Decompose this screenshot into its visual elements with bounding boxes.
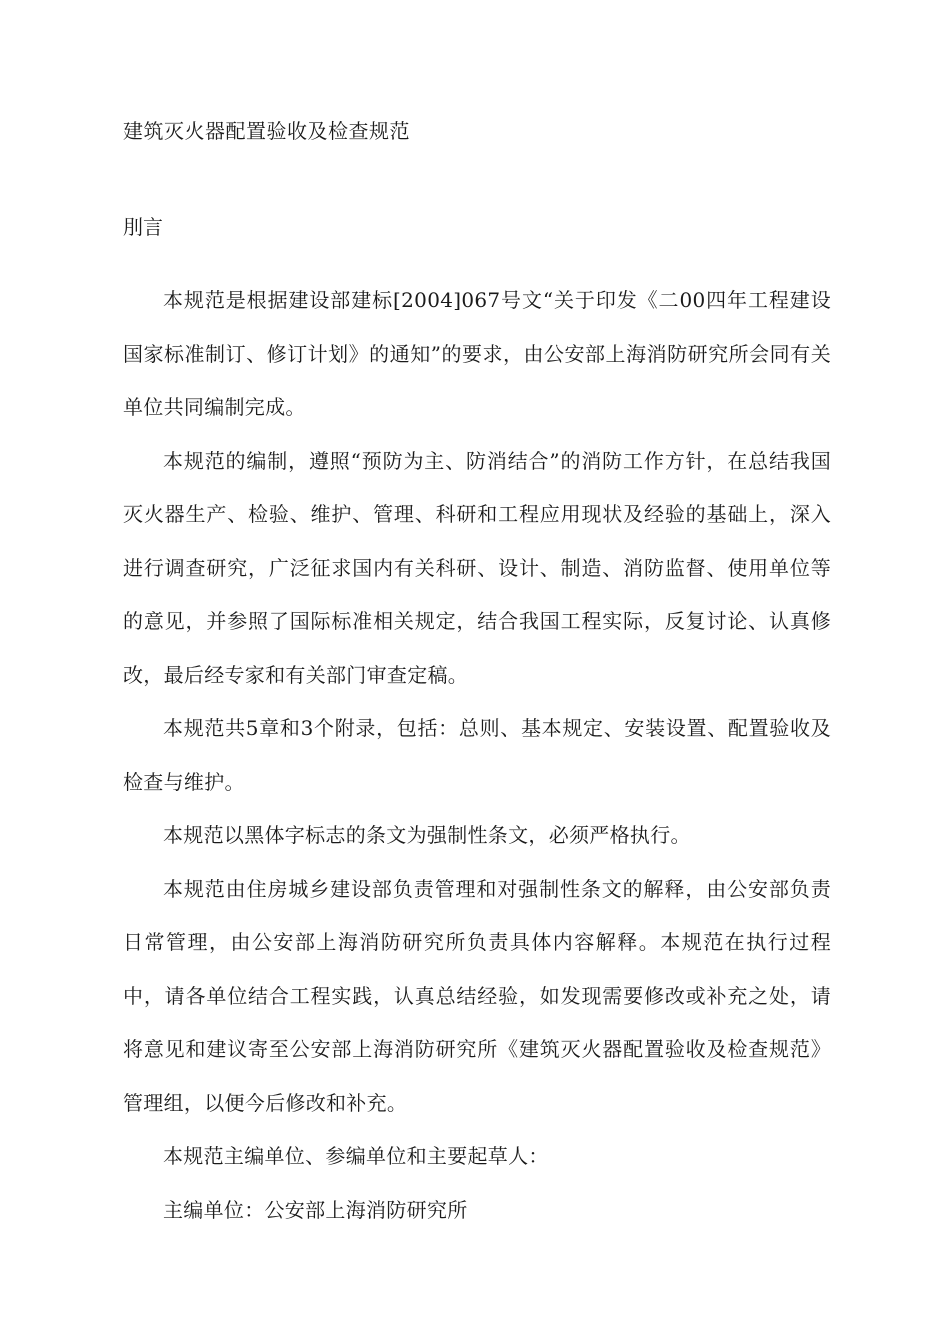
paragraph-drafters: 本规范主编单位、参编单位和主要起草人： xyxy=(163,1144,549,1168)
paragraph-mandatory: 本规范以黑体字标志的条文为强制性条文，必须严格执行。 xyxy=(163,823,691,847)
paragraph-basis: 本规范是根据建设部建标[2004]067号文“关于印发《二00四年工程建设国家标准制订、修订计划》的通知”的要求，由公安部上海消防研究所会同有关单位共同编制完成。 xyxy=(123,288,831,419)
paragraph-chief-unit: 主编单位：公安部上海消防研究所 xyxy=(163,1197,468,1222)
section-heading-preface: 刖言 xyxy=(123,215,163,239)
document-body xyxy=(123,274,831,1237)
paragraph-contents: 本规范共5章和3个附录，包括：总则、基本规定、安装设置、配置验收及检查与维护。 xyxy=(123,716,831,794)
paragraph-management: 本规范由住房城乡建设部负责管理和对强制性条文的解释，由公安部负责日常管理，由公安部上海消防研究所负责具体内容解释。本规范在执行过程中，请各单位结合工程实践，认真总结经验，如发现需要修改或补充之处，请将意见和建议寄至公安部上海消防研究所《建筑灭火器配置验收及检查规范》管理组，以便今后修改和补充。 xyxy=(123,876,831,1115)
paragraph-compilation: 本规范的编制，遵照“预防为主、防消结合”的消防工作方针，在总结我国灭火器生产、检验、维护、管理、科研和工程应用现状及经验的基础上，深入进行调查研究，广泛征求国内有关科研、设计、制造、消防监督、使用单位等的意见，并参照了国际标准相关规定，结合我国工程实际，反复讨论、认真修改，最后经专家和有关部门审查定稿。 xyxy=(123,448,831,687)
document-title: 建筑灭火器配置验收及检查规范 xyxy=(123,119,410,143)
